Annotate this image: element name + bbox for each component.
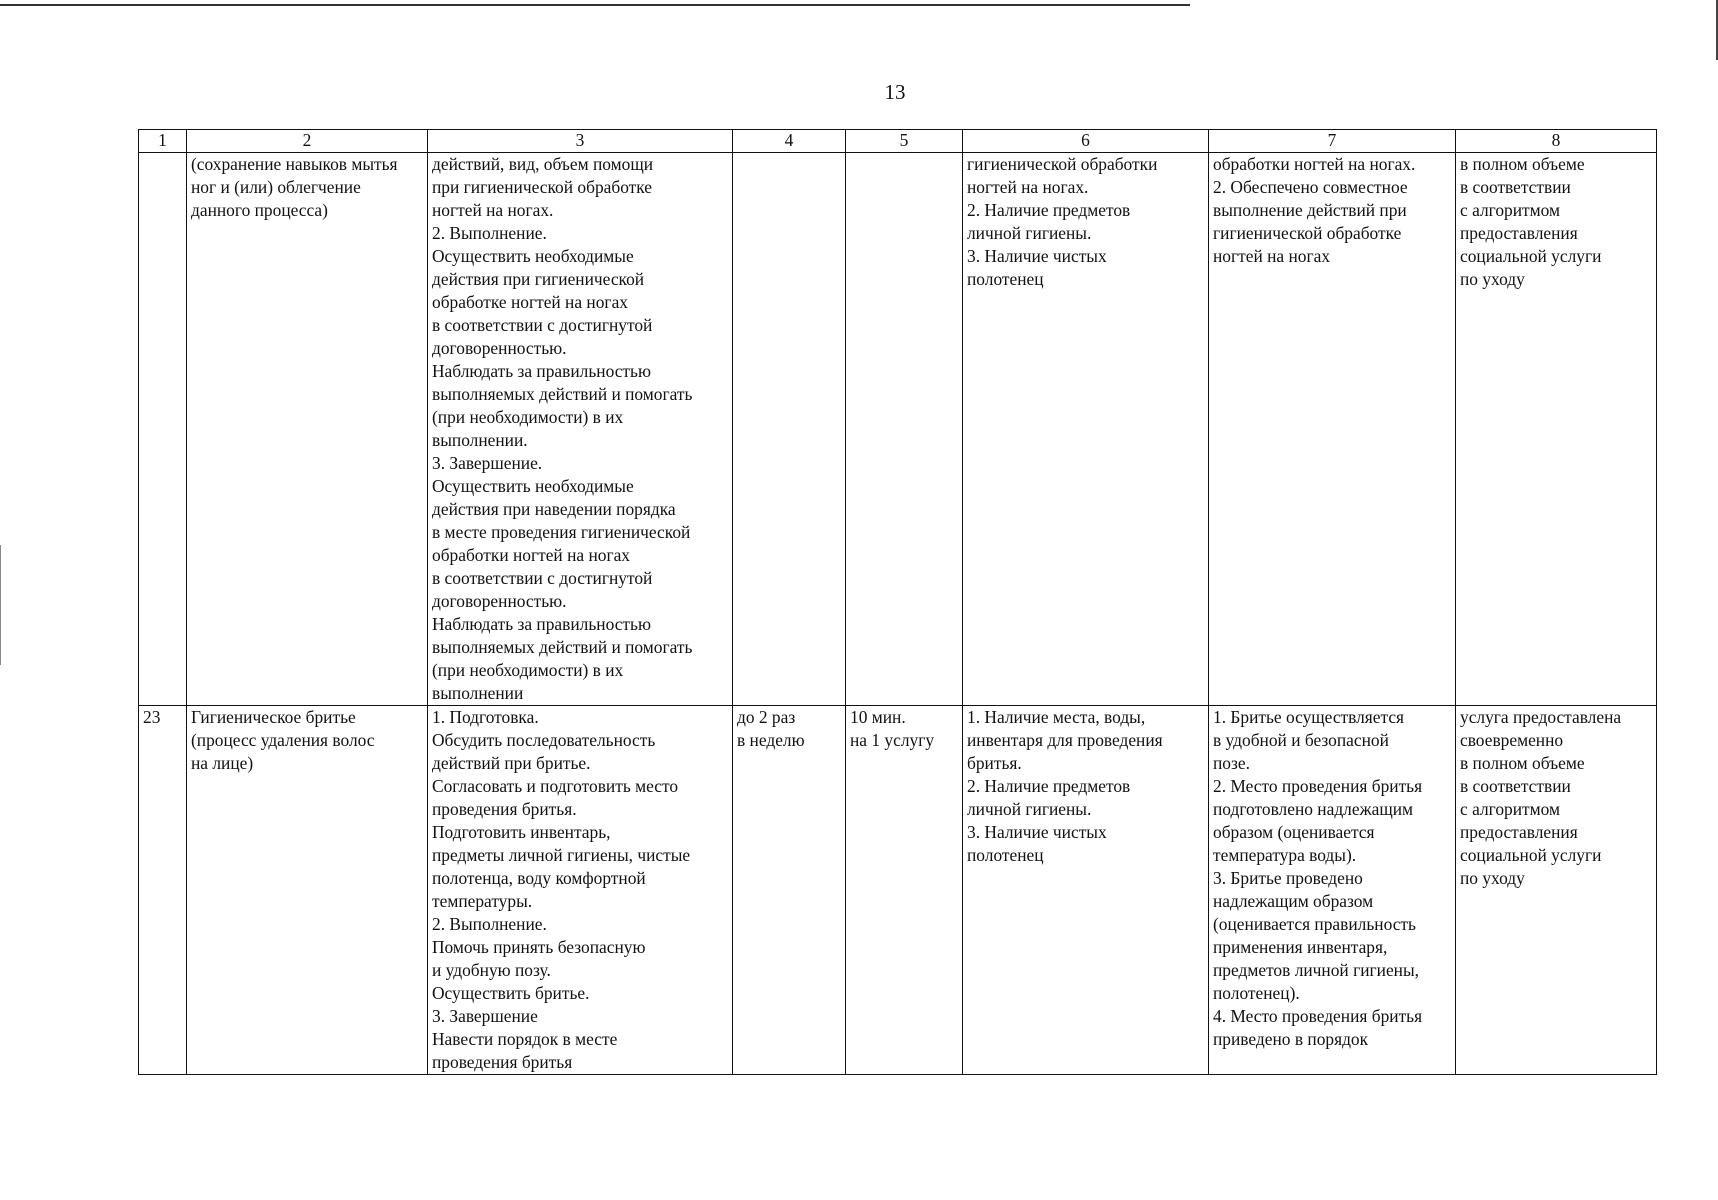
result-evaluation-cell (1456, 706, 1657, 1075)
cell-text-line: позе. (1213, 753, 1250, 773)
cell-text-line: 2. Наличие предметов (967, 200, 1131, 220)
cell-text-line: Помочь принять безопасную (432, 937, 646, 957)
cell-text-line: 1. Подготовка. (432, 707, 539, 727)
column-header: 4 (733, 130, 846, 153)
cell-text-line: социальной услуги (1460, 246, 1602, 266)
cell-text-line: выполнении. (432, 430, 528, 450)
frequency-cell (733, 153, 846, 706)
table-row (139, 153, 1657, 706)
duration-cell (846, 153, 963, 706)
cell-text-line: 3. Завершение (432, 1006, 538, 1026)
cell-text-line: Наблюдать за правильностью (432, 361, 651, 381)
cell-text-line: 4. Место проведения бритья (1213, 1006, 1423, 1026)
cell-text-line: договоренностью. (432, 591, 567, 611)
cell-text-line: личной гигиены. (967, 223, 1092, 243)
cell-text-line: с алгоритмом (1460, 200, 1560, 220)
quality-indicators-cell (1209, 706, 1456, 1075)
cell-text-line: температура воды). (1213, 845, 1357, 865)
column-header: 2 (187, 130, 428, 153)
column-header: 5 (846, 130, 963, 153)
cell-text-line: предметов личной гигиены, (1213, 960, 1420, 980)
conditions-cell (963, 153, 1209, 706)
cell-text-line: полотенец). (1213, 983, 1300, 1003)
cell-text-line: подготовлено надлежащим (1213, 799, 1414, 819)
cell-text-line: Согласовать и подготовить место (432, 776, 679, 796)
service-name-cell (187, 706, 428, 1075)
cell-text-line: действия при наведении порядка (432, 499, 676, 519)
service-content-cell (428, 153, 733, 706)
cell-text-line: социальной услуги (1460, 845, 1602, 865)
cell-text-line: приведено в порядок (1213, 1029, 1369, 1049)
cell-text-line: в соответствии (1460, 177, 1571, 197)
column-header: 3 (428, 130, 733, 153)
cell-text-line: 2. Место проведения бритья (1213, 776, 1423, 796)
cell-text-line: (при необходимости) в их (432, 660, 624, 680)
cell-text-line: полотенца, воду комфортной (432, 868, 646, 888)
cell-text-line: (процесс удаления волос (191, 730, 375, 750)
frequency-cell (733, 706, 846, 1075)
service-name-cell (187, 153, 428, 706)
cell-text-line: предметы личной гигиены, чистые (432, 845, 691, 865)
cell-text-line: выполнении (432, 683, 524, 703)
cell-text-line: обработке ногтей на ногах (432, 292, 628, 312)
cell-text-line: проведения бритья. (432, 799, 577, 819)
cell-text-line: проведения бритья (432, 1052, 573, 1072)
cell-text-line: полотенец (967, 269, 1044, 289)
cell-text-line: в месте проведения гигиенической (432, 522, 691, 542)
cell-text-line: до 2 раз (737, 707, 796, 727)
cell-text-line: Навести порядок в месте (432, 1029, 618, 1049)
cell-text-line: ногтей на ногах. (432, 200, 554, 220)
cell-text-line: 3. Наличие чистых (967, 246, 1107, 266)
result-evaluation-cell (1456, 153, 1657, 706)
duration-cell (846, 706, 963, 1075)
scan-edge-mark (0, 545, 1, 665)
cell-text-line: применения инвентаря, (1213, 937, 1388, 957)
cell-text-line: Подготовить инвентарь, (432, 822, 611, 842)
cell-text-line: 3. Завершение. (432, 453, 543, 473)
cell-text-line: 2. Выполнение. (432, 223, 547, 243)
cell-text-line: 2. Выполнение. (432, 914, 547, 934)
cell-text-line: выполняемых действий и помогать (432, 637, 693, 657)
services-table (138, 129, 1657, 1075)
cell-text-line: надлежащим образом (1213, 891, 1374, 911)
cell-text-line: договоренностью. (432, 338, 567, 358)
cell-text-line: 10 мин. (850, 707, 906, 727)
cell-text-line: Осуществить необходимые (432, 476, 634, 496)
column-header: 7 (1209, 130, 1456, 153)
cell-text-line: услуга предоставлена (1460, 707, 1622, 727)
cell-text-line: гигиенической обработке (1213, 223, 1402, 243)
cell-text-line: ногтей на ногах (1213, 246, 1331, 266)
cell-text-line: в соответствии с достигнутой (432, 568, 653, 588)
cell-text-line: действий при бритье. (432, 753, 591, 773)
cell-text-line: при гигиенической обработке (432, 177, 653, 197)
cell-text-line: в соответствии (1460, 776, 1571, 796)
cell-text-line: температуры. (432, 891, 533, 911)
top-rule (0, 4, 1190, 6)
cell-text-line: обработки ногтей на ногах (432, 545, 631, 565)
cell-text-line: на 1 услугу (850, 730, 935, 750)
cell-text-line: по уходу (1460, 868, 1525, 888)
cell-text-line: в соответствии с достигнутой (432, 315, 653, 335)
cell-text-line: действия при гигиенической (432, 269, 645, 289)
cell-text-line: ногтей на ногах. (967, 177, 1089, 197)
cell-text-line: бритья. (967, 753, 1022, 773)
cell-text-line: 2. Наличие предметов (967, 776, 1131, 796)
quality-indicators-cell (1209, 153, 1456, 706)
cell-text-line: Гигиеническое бритье (191, 707, 356, 727)
cell-text-line: в полном объеме (1460, 753, 1585, 773)
service-content-cell (428, 706, 733, 1075)
cell-text-line: с алгоритмом (1460, 799, 1560, 819)
cell-text-line: 1. Наличие места, воды, (967, 707, 1146, 727)
cell-text-line: инвентаря для проведения (967, 730, 1163, 750)
cell-text-line: в удобной и безопасной (1213, 730, 1389, 750)
cell-text-line: предоставления (1460, 822, 1578, 842)
cell-text-line: полотенец (967, 845, 1044, 865)
cell-text-line: 3. Наличие чистых (967, 822, 1107, 842)
cell-text-line: Обсудить последовательность (432, 730, 656, 750)
cell-text-line: 2. Обеспечено совместное (1213, 177, 1408, 197)
row-number-cell (139, 153, 187, 706)
cell-text-line: в полном объеме (1460, 154, 1585, 174)
cell-text-line: по уходу (1460, 269, 1525, 289)
header-row (139, 130, 1657, 153)
row-number-cell: 23 (139, 706, 187, 1075)
cell-text-line: выполняемых действий и помогать (432, 384, 693, 404)
column-header: 8 (1456, 130, 1657, 153)
conditions-cell (963, 706, 1209, 1075)
cell-text-line: выполнение действий при (1213, 200, 1407, 220)
cell-text-line: Осуществить бритье. (432, 983, 590, 1003)
cell-text-line: данного процесса) (191, 200, 328, 220)
cell-text-line: гигиенической обработки (967, 154, 1158, 174)
cell-text-line: личной гигиены. (967, 799, 1092, 819)
cell-text-line: на лице) (191, 753, 254, 773)
cell-text-line: (при необходимости) в их (432, 407, 624, 427)
cell-text-line: (сохранение навыков мытья (191, 154, 398, 174)
cell-text-line: образом (оценивается (1213, 822, 1375, 842)
column-header: 1 (139, 130, 187, 153)
page-number: 13 (884, 80, 906, 104)
cell-text-line: ног и (или) облегчение (191, 177, 361, 197)
cell-text-line: действий, вид, объем помощи (432, 154, 654, 174)
cell-text-line: Наблюдать за правильностью (432, 614, 651, 634)
table-row (139, 706, 1657, 1075)
cell-text-line: 1. Бритье осуществляется (1213, 707, 1405, 727)
column-header: 6 (963, 130, 1209, 153)
cell-text-line: 3. Бритье проведено (1213, 868, 1363, 888)
cell-text-line: предоставления (1460, 223, 1578, 243)
cell-text-line: своевременно (1460, 730, 1564, 750)
cell-text-line: (оценивается правильность (1213, 914, 1416, 934)
cell-text-line: обработки ногтей на ногах. (1213, 154, 1416, 174)
cell-text-line: в неделю (737, 730, 805, 750)
cell-text-line: и удобную позу. (432, 960, 551, 980)
cell-text-line: Осуществить необходимые (432, 246, 634, 266)
